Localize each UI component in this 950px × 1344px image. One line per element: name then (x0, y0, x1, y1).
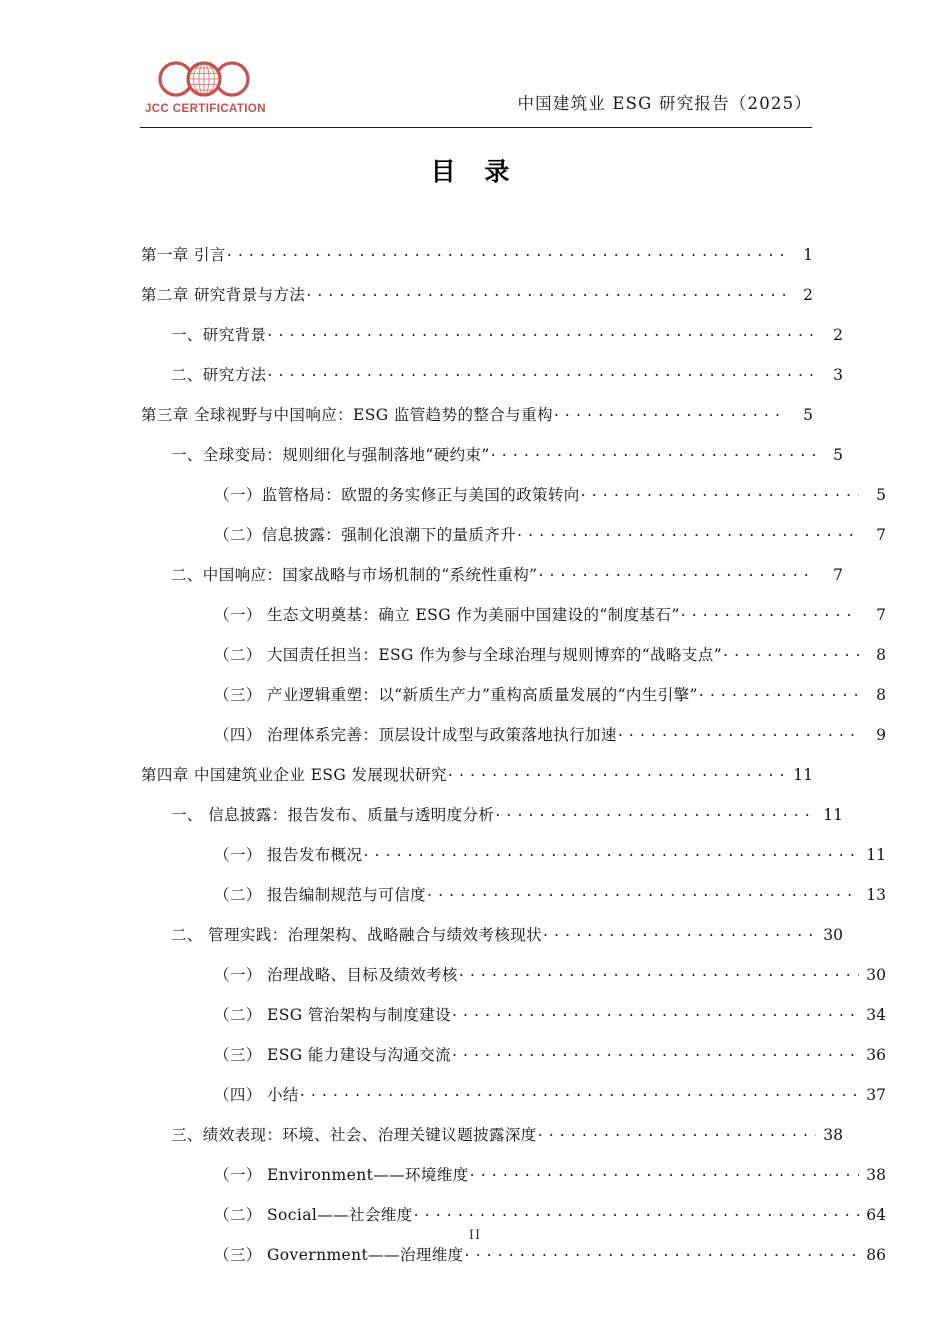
toc-entry-label: 一、全球变局：规则细化与强制落地“硬约束” (171, 446, 490, 464)
toc-entry[interactable] (140, 483, 886, 523)
toc-leader-dots (699, 685, 859, 701)
table-of-contents (140, 243, 886, 1283)
toc-entry-page-number: 8 (876, 686, 886, 704)
toc-entry[interactable] (140, 523, 886, 563)
toc-entry-page-number: 7 (876, 606, 886, 624)
toc-entry[interactable] (140, 243, 813, 283)
toc-entry[interactable] (140, 1043, 886, 1083)
toc-leader-dots (554, 405, 786, 421)
toc-entry-page-number: 3 (833, 366, 843, 384)
toc-entry[interactable] (140, 643, 886, 683)
toc-entry-label: （三） ESG 能力建设与沟通交流 (214, 1046, 451, 1064)
toc-entry[interactable] (140, 1083, 886, 1123)
toc-leader-dots (448, 765, 786, 781)
toc-entry-page-number: 11 (866, 846, 886, 864)
toc-entry-page-number: 9 (876, 726, 886, 744)
toc-entry[interactable] (140, 1123, 843, 1163)
toc-leader-dots (267, 325, 816, 341)
toc-entry[interactable] (140, 1003, 886, 1043)
toc-entry-label: 一、 信息披露：报告发布、质量与透明度分析 (171, 806, 495, 824)
toc-entry-label: 第三章 全球视野与中国响应：ESG 监管趋势的整合与重构 (141, 406, 553, 424)
toc-leader-dots (723, 645, 859, 661)
toc-entry[interactable] (140, 603, 886, 643)
toc-leader-dots (459, 965, 859, 981)
toc-entry[interactable] (140, 723, 886, 763)
toc-leader-dots (227, 245, 786, 261)
toc-leader-dots (538, 565, 816, 581)
toc-entry[interactable] (140, 963, 886, 1003)
toc-entry-label: 第二章 研究背景与方法 (141, 286, 306, 304)
toc-leader-dots (681, 605, 859, 621)
toc-entry-page-number: 2 (833, 326, 843, 344)
toc-entry-label: （三） Government——治理维度 (214, 1246, 464, 1264)
toc-leader-dots (452, 1005, 859, 1021)
toc-leader-dots (470, 1165, 859, 1181)
toc-leader-dots (618, 725, 859, 741)
toc-entry-page-number: 38 (866, 1166, 886, 1184)
logo-wordmark: JCC CERTIFICATION (145, 103, 266, 115)
toc-entry-page-number: 30 (866, 966, 886, 984)
toc-entry[interactable] (140, 403, 813, 443)
toc-entry-page-number: 36 (866, 1046, 886, 1064)
toc-entry-page-number: 1 (803, 246, 813, 264)
toc-entry-label: （二）信息披露：强制化浪潮下的量质齐升 (214, 526, 517, 544)
toc-leader-dots (491, 445, 816, 461)
toc-entry-page-number: 38 (823, 1126, 843, 1144)
toc-entry-page-number: 30 (823, 926, 843, 944)
toc-entry-label: 第四章 中国建筑业企业 ESG 发展现状研究 (141, 766, 447, 784)
toc-entry-label: （二） 报告编制规范与可信度 (214, 886, 427, 904)
toc-entry[interactable] (140, 563, 843, 603)
toc-entry-page-number: 64 (866, 1206, 886, 1224)
toc-entry-page-number: 13 (866, 886, 886, 904)
toc-entry[interactable] (140, 923, 843, 963)
toc-entry-page-number: 7 (833, 566, 843, 584)
toc-leader-dots (267, 365, 816, 381)
toc-entry[interactable] (140, 1243, 886, 1283)
toc-entry-label: 二、研究方法 (171, 366, 267, 384)
three-rings-globe-icon (144, 60, 264, 102)
toc-entry-label: （二） Social——社会维度 (214, 1206, 413, 1224)
toc-entry-page-number: 86 (866, 1246, 886, 1264)
toc-entry[interactable] (140, 803, 843, 843)
toc-entry[interactable] (140, 683, 886, 723)
toc-leader-dots (452, 1045, 859, 1061)
toc-leader-dots (495, 805, 816, 821)
toc-entry-page-number: 37 (866, 1086, 886, 1104)
toc-leader-dots (543, 925, 816, 941)
toc-entry-label: （二） ESG 管治架构与制度建设 (214, 1006, 451, 1024)
toc-entry-label: （三） 产业逻辑重塑：以“新质生产力”重构高质量发展的“内生引擎” (214, 686, 698, 704)
toc-entry-label: （一） 治理战略、目标及绩效考核 (214, 966, 458, 984)
toc-entry-label: （四） 小结 (214, 1086, 299, 1104)
header-title: 中国建筑业 ESG 研究报告（2025） (517, 94, 812, 113)
toc-leader-dots (306, 285, 786, 301)
toc-entry[interactable] (140, 1163, 886, 1203)
toc-entry-page-number: 11 (793, 766, 813, 784)
toc-leader-dots (300, 1085, 859, 1101)
toc-entry[interactable] (140, 323, 843, 363)
toc-entry-page-number: 7 (876, 526, 886, 544)
toc-leader-dots (427, 885, 859, 901)
toc-entry-page-number: 5 (833, 446, 843, 464)
toc-entry-page-number: 11 (823, 806, 843, 824)
toc-entry-label: （一） 生态文明奠基：确立 ESG 作为美丽中国建设的“制度基石” (214, 606, 680, 624)
toc-entry[interactable] (140, 843, 886, 883)
toc-entry-label: 三、绩效表现：环境、社会、治理关键议题披露深度 (171, 1126, 537, 1144)
toc-leader-dots (517, 525, 859, 541)
toc-entry-label: 二、 管理实践：治理架构、战略融合与绩效考核现状 (171, 926, 543, 944)
toc-entry-page-number: 5 (876, 486, 886, 504)
toc-entry-page-number: 34 (866, 1006, 886, 1024)
toc-entry-label: （一） 报告发布概况 (214, 846, 363, 864)
toc-entry[interactable] (140, 763, 813, 803)
toc-entry-label: （二） 大国责任担当：ESG 作为参与全球治理与规则博弈的“战略支点” (214, 646, 723, 664)
jcc-logo (140, 60, 340, 122)
toc-entry[interactable] (140, 883, 886, 923)
toc-entry[interactable] (140, 443, 843, 483)
toc-entry-page-number: 2 (803, 286, 813, 304)
toc-entry-label: （一）监管格局：欧盟的务实修正与美国的政策转向 (214, 486, 580, 504)
toc-entry-label: 第一章 引言 (141, 246, 226, 264)
toc-leader-dots (581, 485, 859, 501)
toc-entry-label: 二、中国响应：国家战略与市场机制的“系统性重构” (171, 566, 538, 584)
toc-leader-dots (465, 1245, 859, 1261)
toc-entry[interactable] (140, 363, 843, 403)
toc-leader-dots (414, 1205, 859, 1221)
toc-entry[interactable] (140, 283, 813, 323)
toc-entry-label: 一、研究背景 (171, 326, 267, 344)
toc-entry-label: （四） 治理体系完善：顶层设计成型与政策落地执行加速 (214, 726, 617, 744)
toc-entry-page-number: 5 (803, 406, 813, 424)
toc-entry-label: （一） Environment——环境维度 (214, 1166, 469, 1184)
toc-entry-page-number: 8 (876, 646, 886, 664)
page-title: 目 录 (430, 157, 520, 186)
page-header (140, 58, 812, 128)
toc-leader-dots (538, 1125, 816, 1141)
footer-page-number: II (468, 1228, 482, 1243)
toc-leader-dots (363, 845, 859, 861)
